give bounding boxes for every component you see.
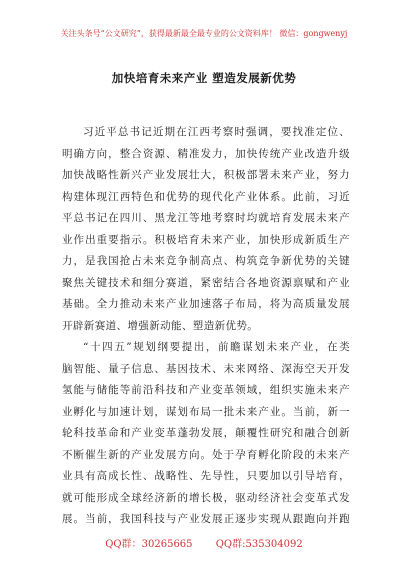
text-line: 业孵化与加速计划，谋划布局一批未来产业。当前，新一 [62,405,350,418]
paragraph [62,337,350,531]
text-line: 氢能与储能等前沿科技和产业变革领域，组织实施未来产 [62,384,350,396]
qq-group-1: QQ群：30265665 [105,539,193,550]
text-line: 构建体现江西特色和优势的现代化产业体系。此前，习近 [62,190,350,203]
footer [0,535,408,550]
text-line: 脑智能、量子信息、基因技术、未来网络、深海空天开发 [62,362,350,375]
text-line: 轮科技革命和产业变革蓬勃发展，颠覆性研究和融合创新 [62,427,350,439]
article-body [62,122,350,531]
qq-group-2: QQ群:535304092 [215,539,303,550]
text-line: 力，是我国抢占未来竞争制高点、构筑竞争新优势的关键 [62,255,350,267]
text-line: 业具有高成长性、战略性、先导性，只要加以引导培育， [62,470,350,482]
text-line: 平总书记在四川、黑龙江等地考察时均就培育发展未来产 [62,212,350,224]
text-line: “十四五”规划纲要提出，前瞻谋划未来产业，在类 [83,341,350,353]
header-note: 关注头条号“公文研究”，获得最新最全最专业的公文资料库！ 微信：gongwenyj [60,29,348,38]
text-line: 展。当前，我国科技与产业发展正逐步实现从跟跑向并跑 [62,513,350,525]
text-line: 就可能形成全球经济新的增长极，驱动经济社会变革式发 [62,491,350,504]
text-line: 不断催生新的产业发展方向。处于孕育孵化阶段的未来产 [62,448,350,461]
text-line: 业作出重要指示。积极培育未来产业，加快形成新质生产 [62,233,350,246]
paragraph [62,122,350,337]
text-line: 加快战略性新兴产业发展壮大，积极部署未来产业，努力 [62,169,350,181]
text-line: 开辟新赛道、增强新动能、塑造新优势。 [62,319,259,332]
text-line: 习近平总书记近期在江西考察时强调，要找准定位、 [83,126,350,138]
text-line: 聚焦关键技术和细分赛道，紧密结合各地资源禀赋和产业 [62,276,350,289]
text-line: 明确方向，整合资源、精准发力，加快传统产业改造升级 [62,147,350,160]
text-line: 基础。全力推动未来产业加速落子布局，将为高质量发展 [62,298,350,310]
document-title: 加快培育未来产业 塑造发展新优势 [111,71,297,85]
